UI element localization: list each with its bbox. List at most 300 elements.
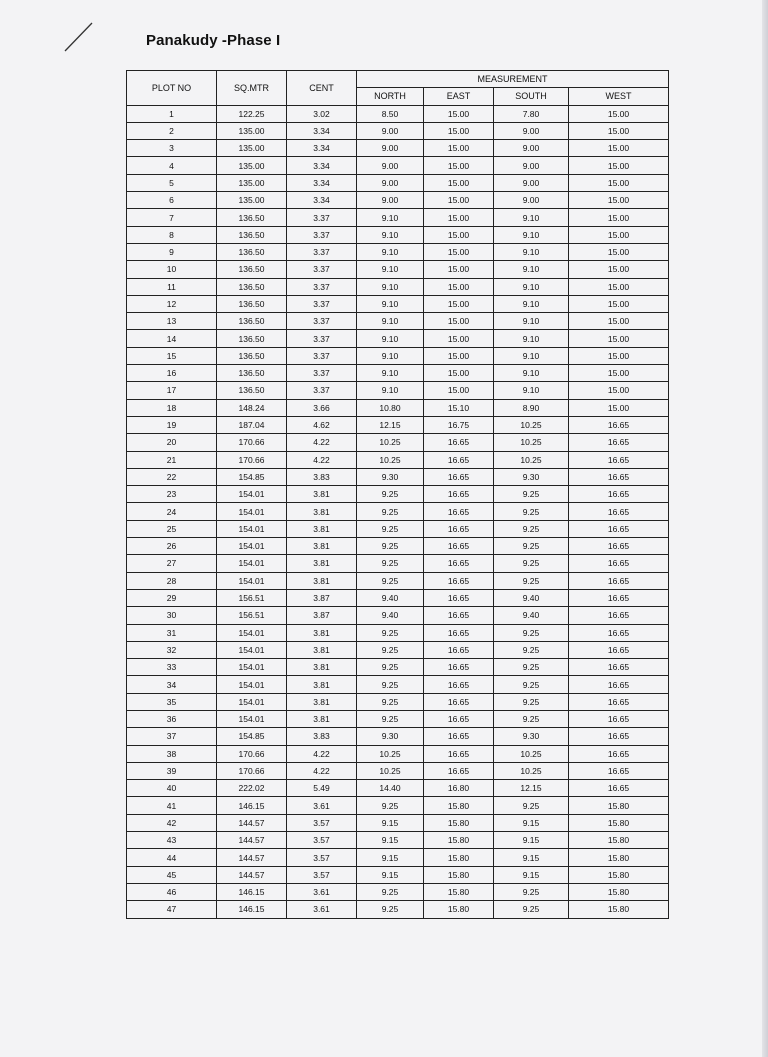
south-cell: 9.10 xyxy=(494,209,569,226)
west-cell: 16.65 xyxy=(569,451,669,468)
table-row xyxy=(127,192,669,209)
table-row xyxy=(127,883,669,900)
table-row xyxy=(127,728,669,745)
cent-cell: 3.02 xyxy=(287,105,357,122)
south-cell: 9.25 xyxy=(494,572,569,589)
header-plot-no: PLOT NO xyxy=(127,71,217,106)
table-row xyxy=(127,451,669,468)
sq-mtr-cell: 136.50 xyxy=(217,347,287,364)
sq-mtr-cell: 187.04 xyxy=(217,416,287,433)
table-row xyxy=(127,780,669,797)
north-cell: 9.25 xyxy=(357,555,424,572)
west-cell: 15.80 xyxy=(569,901,669,918)
west-cell: 15.80 xyxy=(569,797,669,814)
table-row xyxy=(127,157,669,174)
cent-cell: 4.22 xyxy=(287,745,357,762)
table-row xyxy=(127,209,669,226)
sq-mtr-cell: 154.85 xyxy=(217,468,287,485)
east-cell: 15.00 xyxy=(424,122,494,139)
table-row xyxy=(127,555,669,572)
east-cell: 16.65 xyxy=(424,659,494,676)
north-cell: 9.25 xyxy=(357,538,424,555)
north-cell: 9.10 xyxy=(357,365,424,382)
west-cell: 16.65 xyxy=(569,416,669,433)
plot-no-cell: 1 xyxy=(127,105,217,122)
table-body xyxy=(127,105,669,918)
plot-no-cell: 34 xyxy=(127,676,217,693)
cent-cell: 3.81 xyxy=(287,659,357,676)
south-cell: 9.10 xyxy=(494,347,569,364)
plot-no-cell: 38 xyxy=(127,745,217,762)
east-cell: 15.10 xyxy=(424,399,494,416)
south-cell: 10.25 xyxy=(494,416,569,433)
north-cell: 9.30 xyxy=(357,728,424,745)
table-row xyxy=(127,365,669,382)
west-cell: 15.00 xyxy=(569,313,669,330)
sq-mtr-cell: 148.24 xyxy=(217,399,287,416)
south-cell: 9.10 xyxy=(494,278,569,295)
north-cell: 9.25 xyxy=(357,693,424,710)
sq-mtr-cell: 154.01 xyxy=(217,641,287,658)
east-cell: 15.00 xyxy=(424,382,494,399)
sq-mtr-cell: 135.00 xyxy=(217,122,287,139)
south-cell: 9.25 xyxy=(494,486,569,503)
east-cell: 16.65 xyxy=(424,624,494,641)
west-cell: 16.65 xyxy=(569,486,669,503)
sq-mtr-cell: 135.00 xyxy=(217,192,287,209)
sq-mtr-cell: 136.50 xyxy=(217,365,287,382)
south-cell: 9.00 xyxy=(494,174,569,191)
north-cell: 9.25 xyxy=(357,624,424,641)
south-cell: 9.25 xyxy=(494,520,569,537)
table-row xyxy=(127,105,669,122)
east-cell: 16.65 xyxy=(424,555,494,572)
west-cell: 16.65 xyxy=(569,434,669,451)
east-cell: 16.65 xyxy=(424,538,494,555)
table-row xyxy=(127,278,669,295)
east-cell: 16.65 xyxy=(424,641,494,658)
cent-cell: 3.61 xyxy=(287,901,357,918)
west-cell: 16.65 xyxy=(569,710,669,727)
south-cell: 9.25 xyxy=(494,901,569,918)
sq-mtr-cell: 154.01 xyxy=(217,676,287,693)
west-cell: 16.65 xyxy=(569,572,669,589)
south-cell: 9.25 xyxy=(494,883,569,900)
north-cell: 10.25 xyxy=(357,434,424,451)
table-row xyxy=(127,762,669,779)
north-cell: 10.25 xyxy=(357,451,424,468)
sq-mtr-cell: 146.15 xyxy=(217,901,287,918)
plot-no-cell: 4 xyxy=(127,157,217,174)
west-cell: 16.65 xyxy=(569,589,669,606)
plot-no-cell: 3 xyxy=(127,140,217,157)
sq-mtr-cell: 136.50 xyxy=(217,295,287,312)
table-row xyxy=(127,849,669,866)
sq-mtr-cell: 144.57 xyxy=(217,849,287,866)
table-row xyxy=(127,295,669,312)
table-row xyxy=(127,520,669,537)
east-cell: 16.65 xyxy=(424,693,494,710)
sq-mtr-cell: 154.01 xyxy=(217,503,287,520)
east-cell: 16.65 xyxy=(424,589,494,606)
north-cell: 9.25 xyxy=(357,659,424,676)
west-cell: 15.00 xyxy=(569,140,669,157)
table-row xyxy=(127,468,669,485)
plot-no-cell: 15 xyxy=(127,347,217,364)
sq-mtr-cell: 156.51 xyxy=(217,589,287,606)
east-cell: 15.80 xyxy=(424,883,494,900)
plot-no-cell: 25 xyxy=(127,520,217,537)
plot-no-cell: 23 xyxy=(127,486,217,503)
cent-cell: 3.37 xyxy=(287,347,357,364)
south-cell: 9.00 xyxy=(494,122,569,139)
cent-cell: 3.87 xyxy=(287,589,357,606)
west-cell: 15.00 xyxy=(569,347,669,364)
cent-cell: 3.81 xyxy=(287,520,357,537)
cent-cell: 3.81 xyxy=(287,538,357,555)
north-cell: 10.25 xyxy=(357,745,424,762)
cent-cell: 4.22 xyxy=(287,451,357,468)
cent-cell: 3.81 xyxy=(287,503,357,520)
north-cell: 9.25 xyxy=(357,883,424,900)
table-row xyxy=(127,641,669,658)
east-cell: 15.00 xyxy=(424,313,494,330)
cent-cell: 3.57 xyxy=(287,866,357,883)
cent-cell: 3.34 xyxy=(287,140,357,157)
plot-no-cell: 5 xyxy=(127,174,217,191)
plot-no-cell: 33 xyxy=(127,659,217,676)
south-cell: 7.80 xyxy=(494,105,569,122)
table-row xyxy=(127,313,669,330)
east-cell: 15.80 xyxy=(424,814,494,831)
plot-no-cell: 21 xyxy=(127,451,217,468)
plot-no-cell: 18 xyxy=(127,399,217,416)
sq-mtr-cell: 136.50 xyxy=(217,313,287,330)
east-cell: 15.80 xyxy=(424,901,494,918)
south-cell: 9.25 xyxy=(494,538,569,555)
pen-stroke-mark xyxy=(62,20,96,54)
south-cell: 9.10 xyxy=(494,226,569,243)
plot-no-cell: 27 xyxy=(127,555,217,572)
north-cell: 9.25 xyxy=(357,503,424,520)
east-cell: 16.65 xyxy=(424,728,494,745)
table-row xyxy=(127,814,669,831)
west-cell: 16.65 xyxy=(569,780,669,797)
sq-mtr-cell: 154.01 xyxy=(217,538,287,555)
table-row xyxy=(127,486,669,503)
sq-mtr-cell: 156.51 xyxy=(217,607,287,624)
plot-no-cell: 22 xyxy=(127,468,217,485)
plot-no-cell: 7 xyxy=(127,209,217,226)
south-cell: 9.10 xyxy=(494,243,569,260)
cent-cell: 3.61 xyxy=(287,883,357,900)
east-cell: 16.65 xyxy=(424,468,494,485)
table-row xyxy=(127,676,669,693)
plot-measurement-table xyxy=(126,70,669,919)
cent-cell: 5.49 xyxy=(287,780,357,797)
table-row xyxy=(127,745,669,762)
plot-no-cell: 12 xyxy=(127,295,217,312)
north-cell: 9.00 xyxy=(357,192,424,209)
table-row xyxy=(127,607,669,624)
sq-mtr-cell: 144.57 xyxy=(217,866,287,883)
south-cell: 9.15 xyxy=(494,814,569,831)
plot-no-cell: 37 xyxy=(127,728,217,745)
cent-cell: 3.37 xyxy=(287,226,357,243)
header-measurement: MEASUREMENT xyxy=(357,71,669,88)
south-cell: 9.25 xyxy=(494,659,569,676)
south-cell: 9.25 xyxy=(494,710,569,727)
plot-no-cell: 16 xyxy=(127,365,217,382)
sq-mtr-cell: 136.50 xyxy=(217,243,287,260)
north-cell: 9.30 xyxy=(357,468,424,485)
north-cell: 14.40 xyxy=(357,780,424,797)
east-cell: 16.65 xyxy=(424,434,494,451)
west-cell: 15.80 xyxy=(569,832,669,849)
plot-no-cell: 6 xyxy=(127,192,217,209)
south-cell: 9.10 xyxy=(494,330,569,347)
north-cell: 9.25 xyxy=(357,710,424,727)
west-cell: 15.00 xyxy=(569,192,669,209)
plot-no-cell: 26 xyxy=(127,538,217,555)
plot-no-cell: 30 xyxy=(127,607,217,624)
east-cell: 15.00 xyxy=(424,226,494,243)
east-cell: 15.00 xyxy=(424,295,494,312)
north-cell: 9.40 xyxy=(357,589,424,606)
sq-mtr-cell: 136.50 xyxy=(217,330,287,347)
sq-mtr-cell: 146.15 xyxy=(217,883,287,900)
plot-no-cell: 47 xyxy=(127,901,217,918)
plot-no-cell: 20 xyxy=(127,434,217,451)
cent-cell: 3.34 xyxy=(287,192,357,209)
table-row xyxy=(127,503,669,520)
south-cell: 10.25 xyxy=(494,434,569,451)
north-cell: 9.00 xyxy=(357,122,424,139)
cent-cell: 3.81 xyxy=(287,693,357,710)
plot-no-cell: 2 xyxy=(127,122,217,139)
cent-cell: 3.37 xyxy=(287,278,357,295)
cent-cell: 3.83 xyxy=(287,728,357,745)
sq-mtr-cell: 135.00 xyxy=(217,140,287,157)
cent-cell: 3.34 xyxy=(287,174,357,191)
south-cell: 9.10 xyxy=(494,313,569,330)
plot-no-cell: 41 xyxy=(127,797,217,814)
east-cell: 15.00 xyxy=(424,174,494,191)
sq-mtr-cell: 154.01 xyxy=(217,520,287,537)
west-cell: 15.00 xyxy=(569,278,669,295)
south-cell: 9.25 xyxy=(494,797,569,814)
south-cell: 9.15 xyxy=(494,832,569,849)
west-cell: 15.00 xyxy=(569,174,669,191)
west-cell: 16.65 xyxy=(569,538,669,555)
plot-no-cell: 44 xyxy=(127,849,217,866)
plot-no-cell: 14 xyxy=(127,330,217,347)
plot-no-cell: 43 xyxy=(127,832,217,849)
cent-cell: 3.81 xyxy=(287,624,357,641)
table-row xyxy=(127,243,669,260)
cent-cell: 3.81 xyxy=(287,676,357,693)
south-cell: 9.25 xyxy=(494,693,569,710)
east-cell: 15.80 xyxy=(424,832,494,849)
cent-cell: 3.37 xyxy=(287,382,357,399)
east-cell: 16.65 xyxy=(424,762,494,779)
cent-cell: 3.61 xyxy=(287,797,357,814)
sq-mtr-cell: 170.66 xyxy=(217,745,287,762)
header-west: WEST xyxy=(569,88,669,105)
east-cell: 16.65 xyxy=(424,451,494,468)
west-cell: 16.65 xyxy=(569,555,669,572)
cent-cell: 3.57 xyxy=(287,849,357,866)
west-cell: 16.65 xyxy=(569,659,669,676)
east-cell: 15.00 xyxy=(424,157,494,174)
east-cell: 16.65 xyxy=(424,486,494,503)
east-cell: 15.00 xyxy=(424,192,494,209)
sq-mtr-cell: 144.57 xyxy=(217,814,287,831)
table-row xyxy=(127,174,669,191)
south-cell: 9.10 xyxy=(494,365,569,382)
east-cell: 16.65 xyxy=(424,572,494,589)
sq-mtr-cell: 122.25 xyxy=(217,105,287,122)
west-cell: 15.00 xyxy=(569,365,669,382)
cent-cell: 4.22 xyxy=(287,762,357,779)
south-cell: 9.10 xyxy=(494,295,569,312)
table-row xyxy=(127,538,669,555)
plot-no-cell: 46 xyxy=(127,883,217,900)
north-cell: 9.10 xyxy=(357,243,424,260)
east-cell: 15.00 xyxy=(424,243,494,260)
west-cell: 15.80 xyxy=(569,883,669,900)
west-cell: 16.65 xyxy=(569,468,669,485)
cent-cell: 3.57 xyxy=(287,832,357,849)
plot-no-cell: 8 xyxy=(127,226,217,243)
south-cell: 9.15 xyxy=(494,849,569,866)
south-cell: 10.25 xyxy=(494,762,569,779)
west-cell: 16.65 xyxy=(569,728,669,745)
table-row xyxy=(127,399,669,416)
table-row xyxy=(127,330,669,347)
west-cell: 15.00 xyxy=(569,261,669,278)
cent-cell: 4.22 xyxy=(287,434,357,451)
sq-mtr-cell: 154.01 xyxy=(217,555,287,572)
plot-no-cell: 28 xyxy=(127,572,217,589)
sq-mtr-cell: 154.01 xyxy=(217,659,287,676)
north-cell: 9.10 xyxy=(357,226,424,243)
table-row xyxy=(127,659,669,676)
east-cell: 15.00 xyxy=(424,330,494,347)
east-cell: 15.00 xyxy=(424,365,494,382)
plot-no-cell: 24 xyxy=(127,503,217,520)
sq-mtr-cell: 136.50 xyxy=(217,382,287,399)
sq-mtr-cell: 154.01 xyxy=(217,572,287,589)
header-south: SOUTH xyxy=(494,88,569,105)
table-row xyxy=(127,624,669,641)
south-cell: 9.40 xyxy=(494,589,569,606)
east-cell: 15.80 xyxy=(424,866,494,883)
cent-cell: 3.37 xyxy=(287,261,357,278)
sq-mtr-cell: 154.01 xyxy=(217,486,287,503)
cent-cell: 3.81 xyxy=(287,710,357,727)
header-north: NORTH xyxy=(357,88,424,105)
plot-no-cell: 10 xyxy=(127,261,217,278)
west-cell: 16.65 xyxy=(569,520,669,537)
north-cell: 9.25 xyxy=(357,572,424,589)
sq-mtr-cell: 144.57 xyxy=(217,832,287,849)
plot-no-cell: 31 xyxy=(127,624,217,641)
sq-mtr-cell: 136.50 xyxy=(217,209,287,226)
west-cell: 15.00 xyxy=(569,295,669,312)
table-row xyxy=(127,122,669,139)
header-sq-mtr: SQ.MTR xyxy=(217,71,287,106)
cent-cell: 3.37 xyxy=(287,313,357,330)
south-cell: 9.00 xyxy=(494,157,569,174)
north-cell: 9.25 xyxy=(357,901,424,918)
south-cell: 9.30 xyxy=(494,728,569,745)
table-row xyxy=(127,347,669,364)
south-cell: 9.10 xyxy=(494,382,569,399)
south-cell: 9.25 xyxy=(494,555,569,572)
sq-mtr-cell: 154.85 xyxy=(217,728,287,745)
east-cell: 15.00 xyxy=(424,140,494,157)
west-cell: 16.65 xyxy=(569,641,669,658)
sq-mtr-cell: 146.15 xyxy=(217,797,287,814)
north-cell: 8.50 xyxy=(357,105,424,122)
south-cell: 9.25 xyxy=(494,624,569,641)
page-title: Panakudy -Phase I xyxy=(146,32,281,49)
plot-no-cell: 42 xyxy=(127,814,217,831)
sq-mtr-cell: 154.01 xyxy=(217,624,287,641)
plot-no-cell: 39 xyxy=(127,762,217,779)
west-cell: 16.65 xyxy=(569,607,669,624)
table-row xyxy=(127,693,669,710)
north-cell: 10.80 xyxy=(357,399,424,416)
north-cell: 9.10 xyxy=(357,330,424,347)
plot-no-cell: 36 xyxy=(127,710,217,727)
plot-no-cell: 11 xyxy=(127,278,217,295)
east-cell: 16.75 xyxy=(424,416,494,433)
west-cell: 15.00 xyxy=(569,243,669,260)
east-cell: 15.00 xyxy=(424,347,494,364)
south-cell: 8.90 xyxy=(494,399,569,416)
west-cell: 15.00 xyxy=(569,382,669,399)
west-cell: 15.00 xyxy=(569,105,669,122)
east-cell: 15.00 xyxy=(424,209,494,226)
west-cell: 15.00 xyxy=(569,399,669,416)
south-cell: 9.25 xyxy=(494,503,569,520)
north-cell: 9.00 xyxy=(357,140,424,157)
west-cell: 15.00 xyxy=(569,209,669,226)
plot-no-cell: 32 xyxy=(127,641,217,658)
north-cell: 9.10 xyxy=(357,209,424,226)
south-cell: 9.40 xyxy=(494,607,569,624)
table-row xyxy=(127,710,669,727)
sq-mtr-cell: 170.66 xyxy=(217,451,287,468)
north-cell: 9.15 xyxy=(357,866,424,883)
sq-mtr-cell: 170.66 xyxy=(217,762,287,779)
west-cell: 15.00 xyxy=(569,157,669,174)
header-cent: CENT xyxy=(287,71,357,106)
table-row xyxy=(127,901,669,918)
table-row xyxy=(127,832,669,849)
north-cell: 9.00 xyxy=(357,157,424,174)
south-cell: 9.25 xyxy=(494,641,569,658)
table-row xyxy=(127,589,669,606)
sq-mtr-cell: 222.02 xyxy=(217,780,287,797)
cent-cell: 4.62 xyxy=(287,416,357,433)
south-cell: 9.15 xyxy=(494,866,569,883)
west-cell: 15.80 xyxy=(569,849,669,866)
north-cell: 9.15 xyxy=(357,849,424,866)
west-cell: 15.00 xyxy=(569,330,669,347)
